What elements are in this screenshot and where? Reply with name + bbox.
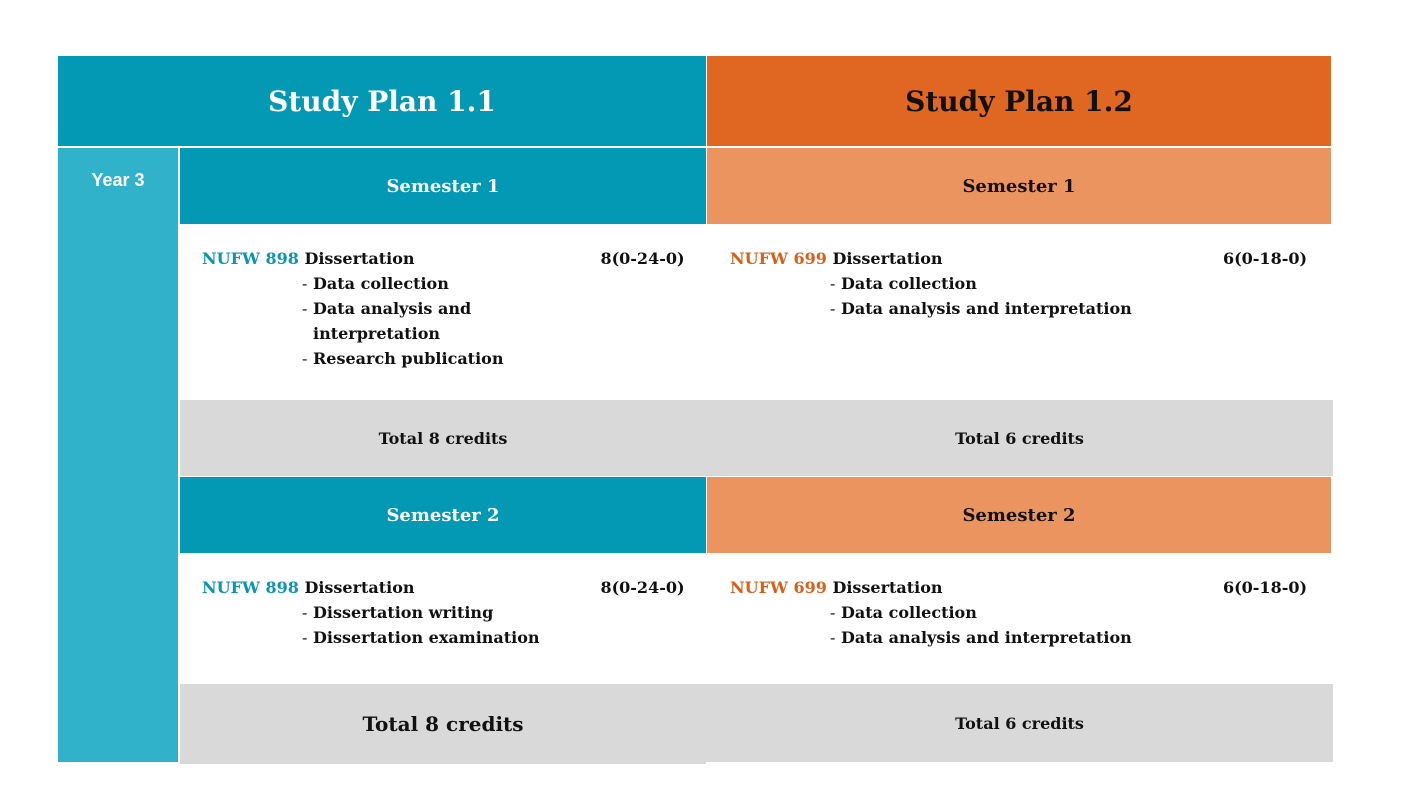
plan-1-1-semester-1-header: Semester 1: [180, 148, 706, 224]
plan-1-1-semester-2-credits: 8(0-24-0): [579, 555, 706, 682]
course-items: [202, 271, 576, 371]
course-item: - Data analysis and interpretation: [302, 296, 503, 346]
course-item: - Research publication: [302, 346, 576, 371]
course-item: - Data analysis and interpretation: [830, 296, 1197, 321]
course-name: Dissertation: [304, 578, 415, 597]
study-plan-1-2-title: Study Plan 1.2: [707, 56, 1331, 146]
plan-1-2-semester-2-course: [708, 555, 1197, 682]
year-column: [58, 148, 178, 762]
course-code: NUFW 898: [202, 249, 299, 268]
plan-1-1-semester-1-course: [180, 226, 576, 400]
course-name: Dissertation: [832, 249, 943, 268]
plan-1-2-semester-2-credits: 6(0-18-0): [1199, 555, 1331, 682]
plan-1-1-semester-1-credits: 8(0-24-0): [579, 226, 706, 400]
course-item: - Data collection: [830, 271, 1197, 296]
plan-1-1-semester-1-total: Total 8 credits: [180, 400, 706, 476]
plan-1-2-semester-1-course: [708, 226, 1197, 400]
course-code: NUFW 699: [730, 578, 827, 597]
plan-1-2-semester-1-header: Semester 1: [707, 148, 1331, 224]
plan-1-2-semester-1-total: Total 6 credits: [706, 400, 1333, 476]
plan-1-1-semester-2-total: Total 8 credits: [180, 684, 706, 764]
course-items: [730, 271, 1197, 321]
course-code: NUFW 898: [202, 578, 299, 597]
plan-1-1-semester-2-course: [180, 555, 576, 682]
course-code: NUFW 699: [730, 249, 827, 268]
course-items: [202, 600, 576, 650]
course-name: Dissertation: [304, 249, 415, 268]
course-items: [730, 600, 1197, 650]
study-plan-1-1-title: Study Plan 1.1: [58, 56, 706, 146]
course-name: Dissertation: [832, 578, 943, 597]
course-item: - Data collection: [830, 600, 1197, 625]
course-item: - Data analysis and interpretation: [830, 625, 1197, 650]
plan-1-2-semester-1-credits: 6(0-18-0): [1199, 226, 1331, 400]
plan-1-1-semester-2-header: Semester 2: [180, 477, 706, 553]
course-item: - Data collection: [302, 271, 576, 296]
course-item: - Dissertation writing: [302, 600, 576, 625]
plan-1-2-semester-2-header: Semester 2: [707, 477, 1331, 553]
course-item: - Dissertation examination: [302, 625, 576, 650]
plan-1-2-semester-2-total: Total 6 credits: [706, 684, 1333, 762]
year-label: Year 3: [91, 170, 145, 190]
